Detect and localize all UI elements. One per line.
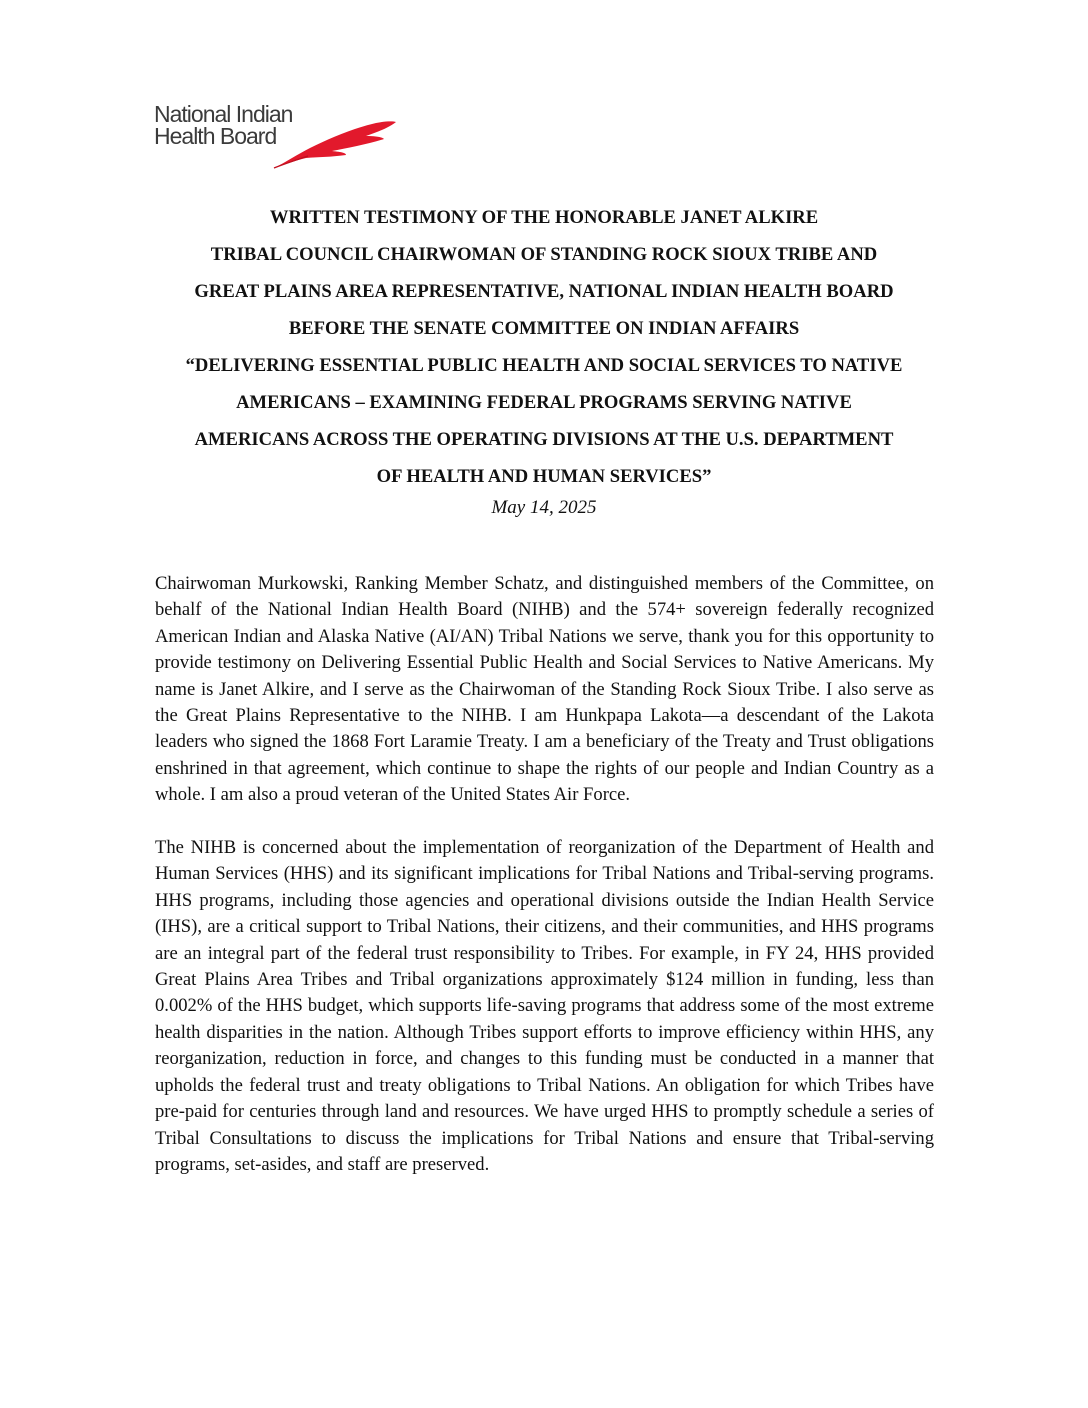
feather-icon: [272, 118, 397, 170]
title-line: “DELIVERING ESSENTIAL PUBLIC HEALTH AND SOCIAL SERVICES TO NATIVE: [185, 355, 903, 376]
logo-text-line-2: Health Board: [154, 123, 277, 149]
body-paragraph-2: The NIHB is concerned about the implementation of reorganization of the Department of Health and Human Services (HHS) and its significant implications for Tribal Nations and Tribal-serving programs. HHS programs, including those agencies and operational divisions outside the Indian Health Service (IHS), are a critical support to Tribal Nations, their citizens, and their communities, and HHS programs are an integral part of the federal trust responsibility to Tribes. For example, in FY 24, HHS provided Great Plains Area Tribes and Tribal organizations approximately $124 million in funding, less than 0.002% of the HHS budget, which supports life-saving programs that address some of the most extreme health disparities in the nation. Although Tribes support efforts to improve efficiency within HHS, any reorganization, reduction in force, and changes to this funding must be conducted in a manner that upholds the federal trust and treaty obligations to Tribal Nations. An obligation for which Tribes have pre-paid for centuries through land and resources. We have urged HHS to promptly schedule a series of Tribal Consultations to discuss the implications for Tribal Nations and ensure that Tribal-serving programs, set-asides, and staff are preserved.: [155, 837, 934, 1175]
title-line: BEFORE THE SENATE COMMITTEE ON INDIAN AFFAIRS: [288, 318, 800, 339]
title-line: WRITTEN TESTIMONY OF THE HONORABLE JANET ALKIRE: [269, 207, 819, 228]
testimony-title-block: [150, 199, 938, 521]
body-paragraph-1: Chairwoman Murkowski, Ranking Member Schatz, and distinguished members of the Committee, on behalf of the National Indian Health Board (NIHB) and the 574+ sovereign federally recognized American Indian and Alaska Native (AI/AN) Tribal Nations we serve, thank you for this opportunity to provide testimony on Delivering Essential Public Health and Social Services to Native Americans. My name is Janet Alkire, and I serve as the Chairwoman of the Standing Rock Sioux Tribe. I also serve as the Great Plains Representative to the NIHB. I am Hunkpapa Lakota—a descendant of the Lakota leaders who signed the 1868 Fort Laramie Treaty. I am a beneficiary of the Treaty and Trust obligations enshrined in that agreement, which continue to shape the rights of our people and Indian Country as a whole. I am also a proud veteran of the United States Air Force.: [155, 573, 934, 806]
testimony-body: [155, 571, 934, 1205]
title-line: TRIBAL COUNCIL CHAIRWOMAN OF STANDING ROCK SIOUX TRIBE AND: [210, 244, 878, 265]
title-line: OF HEALTH AND HUMAN SERVICES”: [376, 466, 712, 487]
title-line: GREAT PLAINS AREA REPRESENTATIVE, NATIONAL INDIAN HEALTH BOARD: [194, 281, 894, 302]
title-line: AMERICANS ACROSS THE OPERATING DIVISIONS AT THE U.S. DEPARTMENT: [194, 429, 894, 450]
logo-text-line-1: National Indian: [154, 101, 293, 127]
organization-logo: [154, 100, 399, 170]
testimony-date: May 14, 2025: [491, 497, 597, 518]
title-line: AMERICANS – EXAMINING FEDERAL PROGRAMS SERVING NATIVE: [236, 392, 852, 413]
